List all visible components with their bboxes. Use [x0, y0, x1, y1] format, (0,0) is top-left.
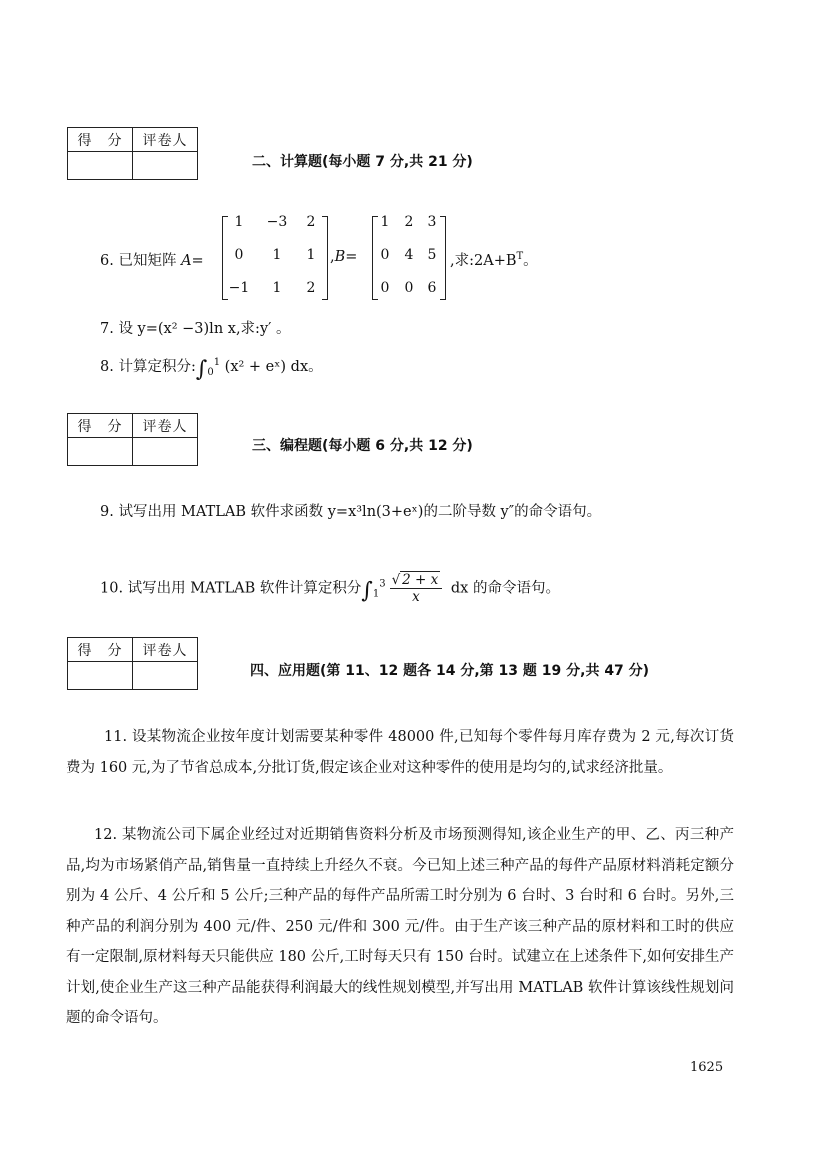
grader-label: 评卷人	[133, 414, 198, 438]
q6-eq-b: =	[345, 249, 358, 265]
q6-a-label: A	[181, 253, 192, 269]
matrix-b-cell: 6	[427, 280, 437, 296]
q6-prefix	[100, 249, 204, 270]
q10-lower-limit: 1	[372, 588, 380, 600]
grader-label: 评卷人	[133, 638, 198, 662]
matrix-a-cell: 2	[306, 280, 316, 296]
matrix-b-cell: 0	[404, 280, 414, 296]
q6-prefix-text: 6. 已知矩阵	[100, 253, 182, 269]
matrix-a-cell: −3	[266, 214, 288, 230]
score-blank	[68, 438, 133, 466]
matrix-b-cell: 5	[427, 247, 437, 263]
score-label: 得 分	[68, 128, 133, 152]
section2-heading: 二、计算题(每小题 7 分,共 21 分)	[252, 154, 473, 170]
section3-heading: 三、编程题(每小题 6 分,共 12 分)	[252, 438, 473, 454]
matrix-a	[222, 216, 328, 300]
q12-text: 12. 某物流公司下属企业经过对近期销售资料分析及市场预测得知,该企业生产的甲、乙、丙三种产品,均为市场紧俏产品,销售量一直持续上升经久不衰。今已知上述三种产品的每件产品原材料消耗定额分别为 4 公斤、4 公斤和 5 公斤;三种产品的每件产品所需工时分别为 6 台时、3 台时和 6 台时。另外,三种产品的利润分别为 400 元/件、250 元/件和 300 元/件。由于生产该三种产品的原材料和工时的供应有一定限制,原材料每天只能供应 180 公斤,工时每天只有 150 台时。试建立在上述条件下,如何安排生产计划,使企业生产这三种产品能获得利润最大的线性规划模型,并写出用 MATLAB 软件计算该线性规划问题的命令语句。	[66, 827, 734, 1026]
score-blank	[68, 662, 133, 690]
matrix-a-cell: 1	[306, 247, 316, 263]
score-box-section2	[67, 127, 198, 180]
q10-prefix: 10. 试写出用 MATLAB 软件计算定积分	[100, 580, 362, 597]
matrix-a-cell: 1	[272, 280, 282, 296]
q6-mid	[330, 249, 357, 265]
score-blank	[68, 152, 133, 180]
q10-denominator: x	[412, 589, 420, 605]
q6-b-label: B	[334, 249, 346, 265]
q10-text	[100, 572, 560, 605]
q10-suffix: dx 的命令语句。	[446, 580, 560, 597]
integral-sign: ∫	[195, 357, 208, 382]
score-label: 得 分	[68, 414, 133, 438]
q8-prefix: 8. 计算定积分:	[100, 359, 196, 375]
section4-heading: 四、应用题(第 11、12 题各 14 分,第 13 题 19 分,共 47 分)	[250, 663, 650, 679]
matrix-a-cell: 2	[306, 214, 316, 230]
q6-suffix-text: ,求:2A+B	[450, 253, 517, 269]
matrix-b-cell: 2	[404, 214, 414, 230]
q8-lower-limit: 0	[207, 367, 214, 378]
q8-text	[100, 355, 323, 382]
q8-body: (x² + eˣ) dx。	[224, 359, 323, 375]
matrix-a-cell: 0	[234, 247, 244, 263]
q10-numerator: 2 + x	[402, 572, 439, 588]
q6-suffix	[450, 249, 538, 270]
score-box-section4	[67, 637, 198, 690]
matrix-b-cell: 1	[380, 214, 390, 230]
grader-blank	[133, 152, 198, 180]
q10-fraction: $\frac{√ 2 + x}{x}$	[390, 572, 443, 605]
q8-upper-limit: 1	[213, 357, 221, 368]
matrix-b-cell: 0	[380, 280, 390, 296]
score-box-section3	[67, 413, 198, 466]
q9-text: 9. 试写出用 MATLAB 软件求函数 y=x³ln(3+eˣ)的二阶导数 y″的命令语句。	[100, 504, 602, 520]
grader-blank	[133, 662, 198, 690]
matrix-a-cell: 1	[234, 214, 244, 230]
matrix-b-cell: 3	[427, 214, 437, 230]
matrix-b-cell: 0	[380, 247, 390, 263]
q10-upper-limit: 3	[379, 578, 386, 590]
integral-sign: ∫	[361, 578, 373, 604]
q6-suffix-end: 。	[523, 253, 538, 269]
q6-comma: ,	[330, 249, 335, 265]
grader-blank	[133, 438, 198, 466]
score-label: 得 分	[68, 638, 133, 662]
q6-transpose: T	[516, 251, 524, 262]
grader-label: 评卷人	[133, 128, 198, 152]
q11-text: 11. 设某物流企业按年度计划需要某种零件 48000 件,已知每个零件每月库存费为 2 元,每次订货费为 160 元,为了节省总成本,分批订货,假定该企业对这种零件的使用是均匀的,试求经济批量。	[66, 729, 734, 776]
matrix-a-cell: 1	[272, 247, 282, 263]
matrix-b-cell: 4	[404, 247, 414, 263]
matrix-a-cell: −1	[228, 280, 250, 296]
q7-text: 7. 设 y=(x² −3)ln x,求:y′ 。	[100, 321, 291, 337]
q6-eq-a: =	[191, 253, 204, 269]
page-number: 1625	[690, 1060, 724, 1075]
matrix-b	[372, 216, 446, 300]
